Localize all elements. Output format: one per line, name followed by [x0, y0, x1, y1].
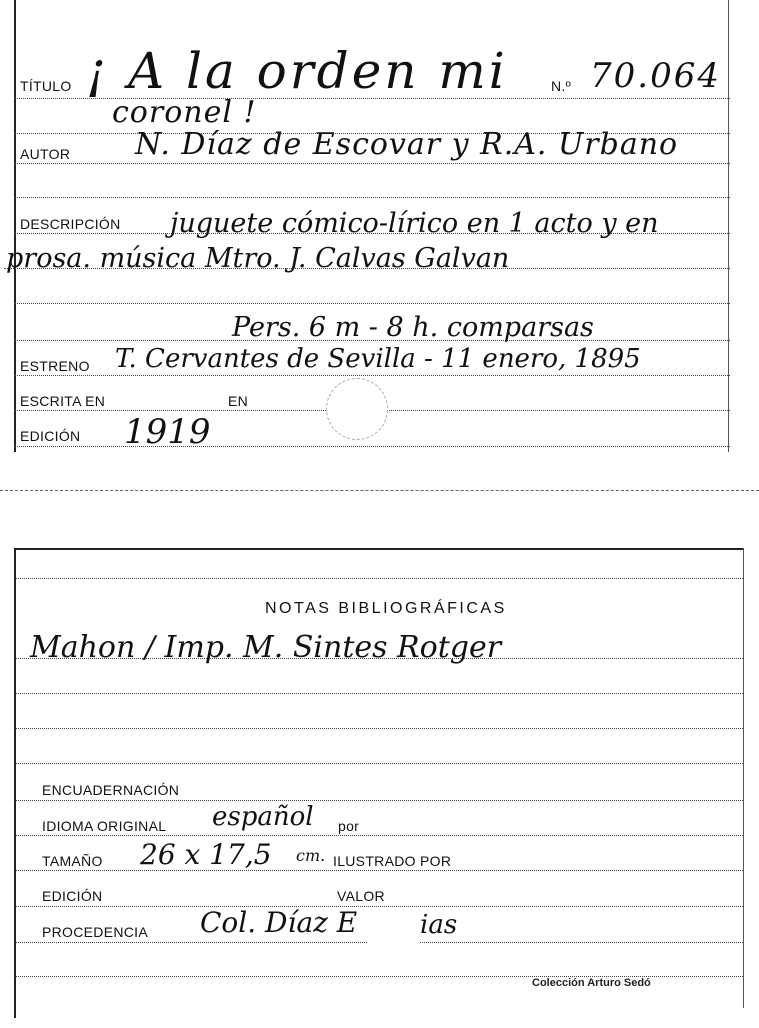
- rule-line: [14, 870, 743, 871]
- titulo-value-line1: ¡ A la orden mi: [86, 42, 508, 100]
- escrita-en-label: ESCRITA EN: [20, 393, 106, 409]
- rule-line: [14, 693, 743, 694]
- estreno-value: T. Cervantes de Sevilla - 11 enero, 1895: [115, 344, 641, 374]
- collection-credit: Colección Arturo Sedó: [532, 977, 651, 989]
- rule-line: [14, 163, 730, 164]
- encuadernacion-label: ENCUADERNACIÓN: [42, 782, 180, 798]
- rule-line: [14, 375, 730, 376]
- valor-label: VALOR: [337, 888, 385, 904]
- rule-line: [14, 446, 730, 447]
- procedencia-value-a: Col. Díaz E: [200, 906, 358, 939]
- numero-label: N.º: [551, 78, 572, 94]
- procedencia-label: PROCEDENCIA: [42, 924, 148, 940]
- rule-line: [14, 303, 730, 304]
- personajes-value: Pers. 6 m - 8 h. comparsas: [232, 312, 594, 343]
- catalog-card-top: [0, 0, 759, 492]
- rule-line: [14, 800, 743, 801]
- notas-value: Mahon / Imp. M. Sintes Rotger: [30, 630, 502, 665]
- rule-line: [14, 728, 743, 729]
- card-left-border: [14, 548, 16, 1018]
- card-bottom-edge: [0, 490, 759, 491]
- descripcion-value-line1: juguete cómico-lírico en 1 acto y en: [170, 208, 659, 239]
- card-right-border: [743, 548, 744, 1008]
- tamano-value: 26 x 17,5: [140, 838, 272, 871]
- autor-value: N. Díaz de Escovar y R.A. Urbano: [135, 127, 679, 162]
- tamano-unit: cm.: [296, 846, 326, 865]
- procedencia-value-b: ias: [420, 910, 458, 940]
- en-label: EN: [228, 393, 249, 409]
- por-label: por: [338, 818, 360, 834]
- tamano-label: TAMAÑO: [42, 853, 103, 869]
- idioma-value: español: [212, 802, 314, 832]
- card-top-border: [14, 548, 744, 550]
- numero-value: 70.064: [590, 56, 721, 96]
- punch-hole: [368, 918, 420, 970]
- notas-bibliograficas-heading: NOTAS BIBLIOGRÁFICAS: [265, 600, 507, 617]
- punch-hole: [326, 378, 388, 440]
- edicion-label: EDICIÓN: [20, 428, 81, 444]
- rule-line: [14, 763, 743, 764]
- rule-line: [14, 835, 743, 836]
- autor-label: AUTOR: [20, 146, 71, 162]
- rule-line: [14, 906, 743, 907]
- descripcion-label: DESCRIPCIÓN: [20, 216, 121, 232]
- rule-line: [14, 197, 730, 198]
- estreno-label: ESTRENO: [20, 358, 90, 374]
- edicion-label: EDICIÓN: [42, 888, 103, 904]
- ilustrado-label: ILUSTRADO POR: [333, 853, 452, 869]
- rule-line: [14, 578, 743, 579]
- catalog-card-bottom: [0, 548, 759, 1028]
- card-right-border: [728, 0, 729, 452]
- card-left-border: [14, 0, 16, 452]
- idioma-label: IDIOMA ORIGINAL: [42, 818, 167, 834]
- descripcion-value-line2: prosa. música Mtro. J. Calvas Galvan: [6, 243, 510, 274]
- titulo-value-line2: coronel !: [112, 95, 257, 130]
- titulo-label: TÍTULO: [20, 78, 72, 94]
- edicion-value: 1919: [124, 412, 211, 452]
